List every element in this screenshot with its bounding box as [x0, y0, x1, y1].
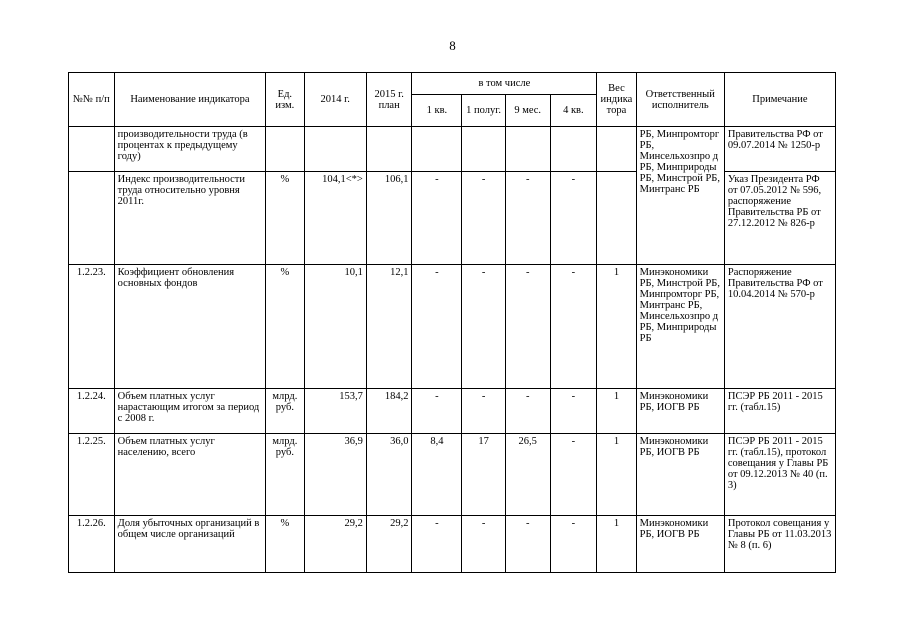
cell-9m: - [505, 516, 550, 573]
cell-h1: 17 [462, 434, 506, 516]
table-row [69, 127, 836, 172]
cell-2015: 184,2 [366, 389, 412, 434]
cell-name: Объем платных услуг населению, всего [114, 434, 266, 516]
cell-h1: - [462, 172, 506, 265]
cell-weight [597, 127, 636, 172]
cell-note: Указ Президента РФ от 07.05.2012 № 596, распоряжение Правительства РБ от 27.12.2012 № 826-р [724, 172, 835, 265]
cell-unit: % [266, 172, 304, 265]
cell-name: Коэффициент обновления основных фондов [114, 265, 266, 389]
table-row [69, 434, 836, 516]
cell-weight: 1 [597, 265, 636, 389]
cell-name: производительности труда (в процентах к предыдущему году) [114, 127, 266, 172]
cell-q1: 8,4 [412, 434, 462, 516]
cell-q1: - [412, 516, 462, 573]
header-q4: 4 кв. [550, 95, 597, 127]
header-name: Наименование индикатора [114, 73, 266, 127]
cell-name: Индекс производительности труда относительно уровня 2011г. [114, 172, 266, 265]
cell-h1: - [462, 516, 506, 573]
cell-note: Правительства РФ от 09.07.2014 № 1250-р [724, 127, 835, 172]
cell-name: Доля убыточных организаций в общем числе организаций [114, 516, 266, 573]
cell-2014: 29,2 [304, 516, 366, 573]
cell-responsible: Минэкономики РБ, ИОГВ РБ [636, 516, 724, 573]
cell-num: 1.2.26. [69, 516, 115, 573]
cell-num [69, 172, 115, 265]
cell-num: 1.2.24. [69, 389, 115, 434]
cell-2015 [366, 127, 412, 172]
cell-9m: - [505, 389, 550, 434]
cell-q4: - [550, 389, 597, 434]
header-2015-plan: 2015 г. план [366, 73, 412, 127]
header-note: Примечание [724, 73, 835, 127]
cell-q1: - [412, 265, 462, 389]
table-row [69, 516, 836, 573]
cell-q4: - [550, 516, 597, 573]
cell-responsible: Минэкономики РБ, ИОГВ РБ [636, 389, 724, 434]
cell-h1: - [462, 389, 506, 434]
cell-2015: 29,2 [366, 516, 412, 573]
cell-9m: 26,5 [505, 434, 550, 516]
cell-q4: - [550, 265, 597, 389]
cell-note: ПСЭР РБ 2011 - 2015 гг. (табл.15) [724, 389, 835, 434]
cell-weight: 1 [597, 516, 636, 573]
cell-note: Распоряжение Правительства РФ от 10.04.2014 № 570-р [724, 265, 835, 389]
cell-note: Протокол совещания у Главы РБ от 11.03.2013 № 8 (п. 6) [724, 516, 835, 573]
header-q1: 1 кв. [412, 95, 462, 127]
cell-responsible: РБ, Минпромторг РБ, Минсельхозпро д РБ, Минприроды РБ, Минстрой РБ, Минтранс РБ [636, 127, 724, 265]
header-unit: Ед. изм. [266, 73, 304, 127]
cell-unit: % [266, 265, 304, 389]
header-weight: Вес индика тора [597, 73, 636, 127]
cell-q4: - [550, 434, 597, 516]
cell-q1: - [412, 389, 462, 434]
header-2014: 2014 г. [304, 73, 366, 127]
cell-2015: 106,1 [366, 172, 412, 265]
cell-h1 [462, 127, 506, 172]
cell-2015: 36,0 [366, 434, 412, 516]
cell-num: 1.2.25. [69, 434, 115, 516]
cell-num: 1.2.23. [69, 265, 115, 389]
cell-9m: - [505, 172, 550, 265]
header-responsible: Ответственный исполнитель [636, 73, 724, 127]
header-num: №№ п/п [69, 73, 115, 127]
cell-2014: 104,1<*> [304, 172, 366, 265]
page-number: 8 [449, 38, 456, 53]
cell-responsible: Минэкономики РБ, ИОГВ РБ [636, 434, 724, 516]
cell-unit: % [266, 516, 304, 573]
cell-responsible: Минэкономики РБ, Минстрой РБ, Минпромторг РБ, Минтранс РБ, Минсельхозпро д РБ, Минприроды РБ [636, 265, 724, 389]
cell-2015: 12,1 [366, 265, 412, 389]
cell-name: Объем платных услуг нарастающим итогом за период с 2008 г. [114, 389, 266, 434]
table-row [69, 389, 836, 434]
cell-q4 [550, 127, 597, 172]
cell-9m [505, 127, 550, 172]
cell-q1: - [412, 172, 462, 265]
header-9m: 9 мес. [505, 95, 550, 127]
cell-unit: млрд. руб. [266, 389, 304, 434]
cell-2014: 153,7 [304, 389, 366, 434]
cell-2014: 36,9 [304, 434, 366, 516]
cell-weight: 1 [597, 389, 636, 434]
header-h1: 1 полуг. [462, 95, 506, 127]
cell-9m: - [505, 265, 550, 389]
cell-note: ПСЭР РБ 2011 - 2015 гг. (табл.15), протокол совещания у Главы РБ от 09.12.2013 № 40 (п. 3) [724, 434, 835, 516]
table-row [69, 265, 836, 389]
cell-num [69, 127, 115, 172]
cell-weight: 1 [597, 434, 636, 516]
cell-h1: - [462, 265, 506, 389]
cell-2014 [304, 127, 366, 172]
cell-q1 [412, 127, 462, 172]
cell-weight [597, 172, 636, 265]
cell-q4: - [550, 172, 597, 265]
indicators-table [68, 72, 836, 573]
cell-unit: млрд. руб. [266, 434, 304, 516]
header-including: в том числе [412, 73, 597, 95]
cell-unit [266, 127, 304, 172]
cell-2014: 10,1 [304, 265, 366, 389]
